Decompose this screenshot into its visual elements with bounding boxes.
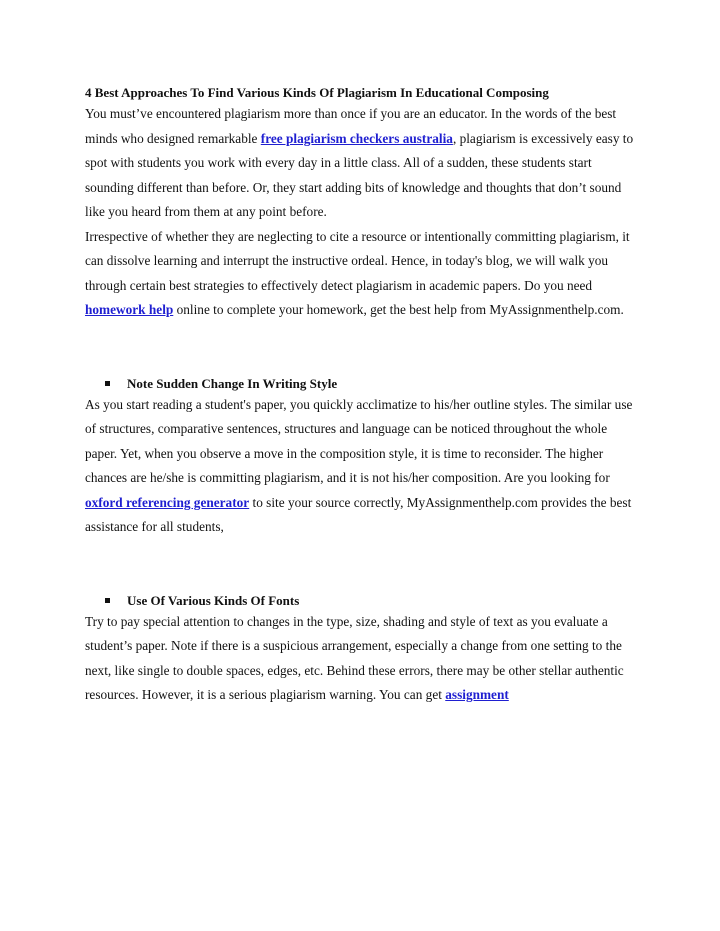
paragraph-second [85,225,635,323]
section-heading-writing-style [85,375,635,393]
paragraph-text: online to complete your homework, get the best help from MyAssignmenthelp.com. [173,302,624,317]
paragraph-text: to site your source correctly, MyAssignmenthelp.com provides the best assistance for all students, [85,494,632,534]
section-heading-text: Use Of Various Kinds Of Fonts [127,592,300,608]
paragraph-text: As you start reading a student's paper, you quickly acclimatize to his/her outline styles. The similar use of structures, comparative sentences, structures and language can be noticed throughout the whole paper. Yet, when you observe a move in the composition style, it is time to reconsider. The higher chances are he/she is committing plagiarism, and it is not his/her composition. Are you looking for [85,396,633,485]
document-title: 4 Best Approaches To Find Various Kinds Of Plagiarism In Educational Composing [85,85,549,100]
paragraph-text: Irrespective of whether they are neglecting to cite a resource or intentionally committing plagiarism, it can dissolve learning and interrupt the instructive ordeal. Hence, in today's blog, we will walk you through certain best strategies to effectively detect plagiarism in academic papers. Do you need [85,228,630,293]
square-bullet-icon [105,381,110,386]
link-homework-help[interactable]: homework help [85,302,174,317]
paragraph-intro [85,102,635,225]
paragraph-writing-style [85,393,635,540]
paragraph-text: , plagiarism is excessively easy to spot with students you work with every day in a little class. All of a sudden, these students start sounding different than before. Or, they start adding bits of knowledge and thoughts that don’t sound like you heard from them at any point before. [85,130,634,219]
link-oxford-referencing-generator[interactable]: oxford referencing generator [85,494,250,510]
paragraph-text: You must’ve encountered plagiarism more than once if you are an educator. In the words of the best minds who designed remarkable [85,106,617,146]
paragraph-fonts [85,610,635,708]
paragraph-text: Try to pay special attention to changes in the type, size, shading and style of text as you evaluate a student’s paper. Note if there is a suspicious arrangement, especially a change from one setting to the next, like single to double spaces, edges, etc. Behind these errors, there may be other stellar authentic resources. However, it is a serious plagiarism warning. You can get [85,613,624,702]
section-heading-fonts [85,592,635,610]
section-heading-text: Note Sudden Change In Writing Style [127,375,338,391]
document-content [85,84,635,708]
link-assignment[interactable]: assignment [445,687,509,702]
square-bullet-icon [105,598,110,603]
link-free-plagiarism-checkers-australia[interactable]: free plagiarism checkers australia [260,130,453,146]
